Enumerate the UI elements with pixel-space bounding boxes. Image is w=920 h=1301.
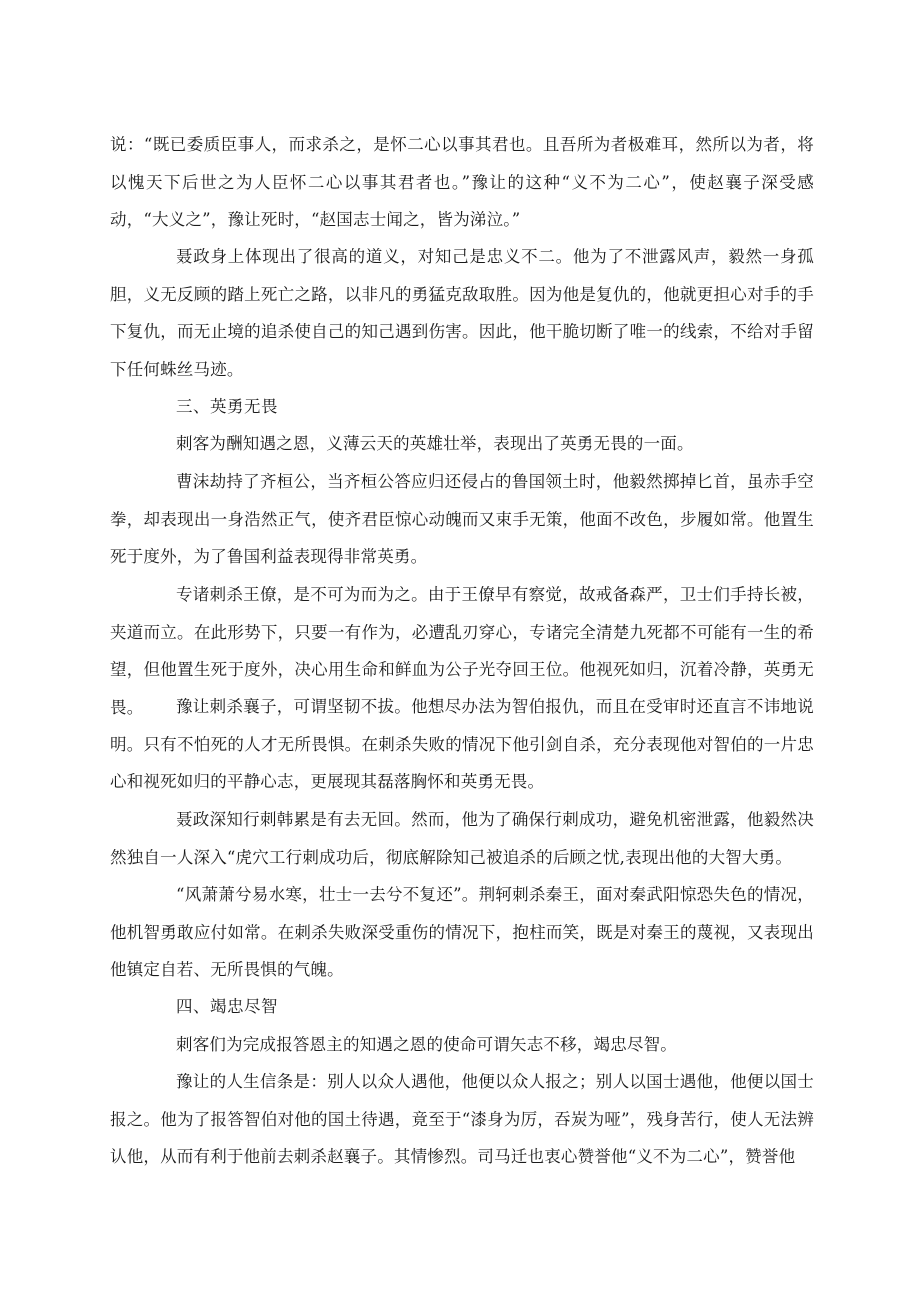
paragraph-zhuan-zhu: 专诸刺杀王僚，是不可为而为之。由于王僚早有察觉，故戒备森严，卫士们手持长被，夹道而立。在此形势下，只要一有作为，必遭乱刃穿心，专诸完全清楚九死都不可能有一生的希望，但他置生死于度外，决心用生命和鲜血为公子光夺回王位。他视死如归，沉着冷静，英勇无畏。 (110, 585, 814, 717)
paragraph-section4-intro: 刺客们为完成报答恩主的知遇之恩的使命可谓矢志不移，竭忠尽智。 (176, 1035, 677, 1054)
paragraph-cao-mo: 曹沫劫持了齐桓公，当齐桓公答应归还侵占的鲁国领土时，他毅然掷掉匕首，虽赤手空拳，却表现出一身浩然正气，使齐君臣惊心动魄而又束手无策，他面不改色，步履如常。他置生死于度外，为了鲁国利益表现得非常英勇。 (110, 472, 814, 566)
paragraph-yurang-creed: 豫让的人生信条是：别人以众人遇他，他便以众人报之；别人以国士遇他，他便以国士报之。他为了报答智伯对他的国土待遇，竟至于“漆身为厉，吞炭为哑”，残身苦行，使人无法辨认他，从而有利于他前去刺杀赵襄子。其情惨烈。司马迁也衷心赞誉他“义不为二心”，赞誉他 (110, 1072, 814, 1166)
paragraph-nie-zheng-courage: 聂政深知行刺韩累是有去无回。然而，他为了确保行刺成功，避免机密泄露，他毅然决然独自一人深入“虎穴工行刺成功后，彻底解除知己被追杀的后顾之忧,表现出他的大智大勇。 (110, 810, 814, 867)
paragraph-section3-intro: 刺客为酬知遇之恩，义薄云天的英雄壮举，表现出了英勇无畏的一面。 (176, 434, 694, 453)
paragraph-nie-zheng-loyalty: 聂政身上体现出了很高的道义，对知己是忠义不二。他为了不泄露风声，毅然一身孤胆，义无反顾的踏上死亡之路，以非凡的勇猛克敌取胜。因为他是复仇的，他就更担心对手的手下复仇，而无止境的追杀使自己的知己遇到伤害。因此，他干脆切断了唯一的线索，不给对手留下任何蛛丝马迹。 (110, 247, 814, 379)
section-heading-3: 三、英勇无畏 (176, 397, 278, 416)
paragraph-yurang-quote: 说：“既已委质臣事人，而求杀之，是怀二心以事其君也。且吾所为者极难耳，然所以为者，将以愧天下后世之为人臣怀二心以事其君者也。”豫让的这种“义不为二心”，使赵襄子深受感动，“大义之”，豫让死时，“赵国志士闻之，皆为涕泣。” (110, 135, 814, 229)
paragraph-jing-ke: “风萧萧兮易水寒，壮士一去兮不复还”。荆轲刺杀秦王，面对秦武阳惊恐失色的情况，他机智勇敢应付如常。在刺杀失败深受重伤的情况下，抱柱而笑，既是对秦王的蔑视，又表现出他镇定自若、无所畏惧的气魄。 (110, 885, 814, 979)
section-heading-4: 四、竭忠尽智 (176, 997, 278, 1016)
paragraph-yurang-assassination: 豫让刺杀襄子，可谓坚韧不拔。他想尽办法为智伯报仇，而且在受审时还直言不讳地说明。只有不怕死的人才无所畏惧。在刺杀失败的情况下他引剑自杀，充分表现他对智伯的一片忠心和视死如归的平静心志，更展现其磊落胸怀和英勇无畏。 (110, 697, 814, 791)
